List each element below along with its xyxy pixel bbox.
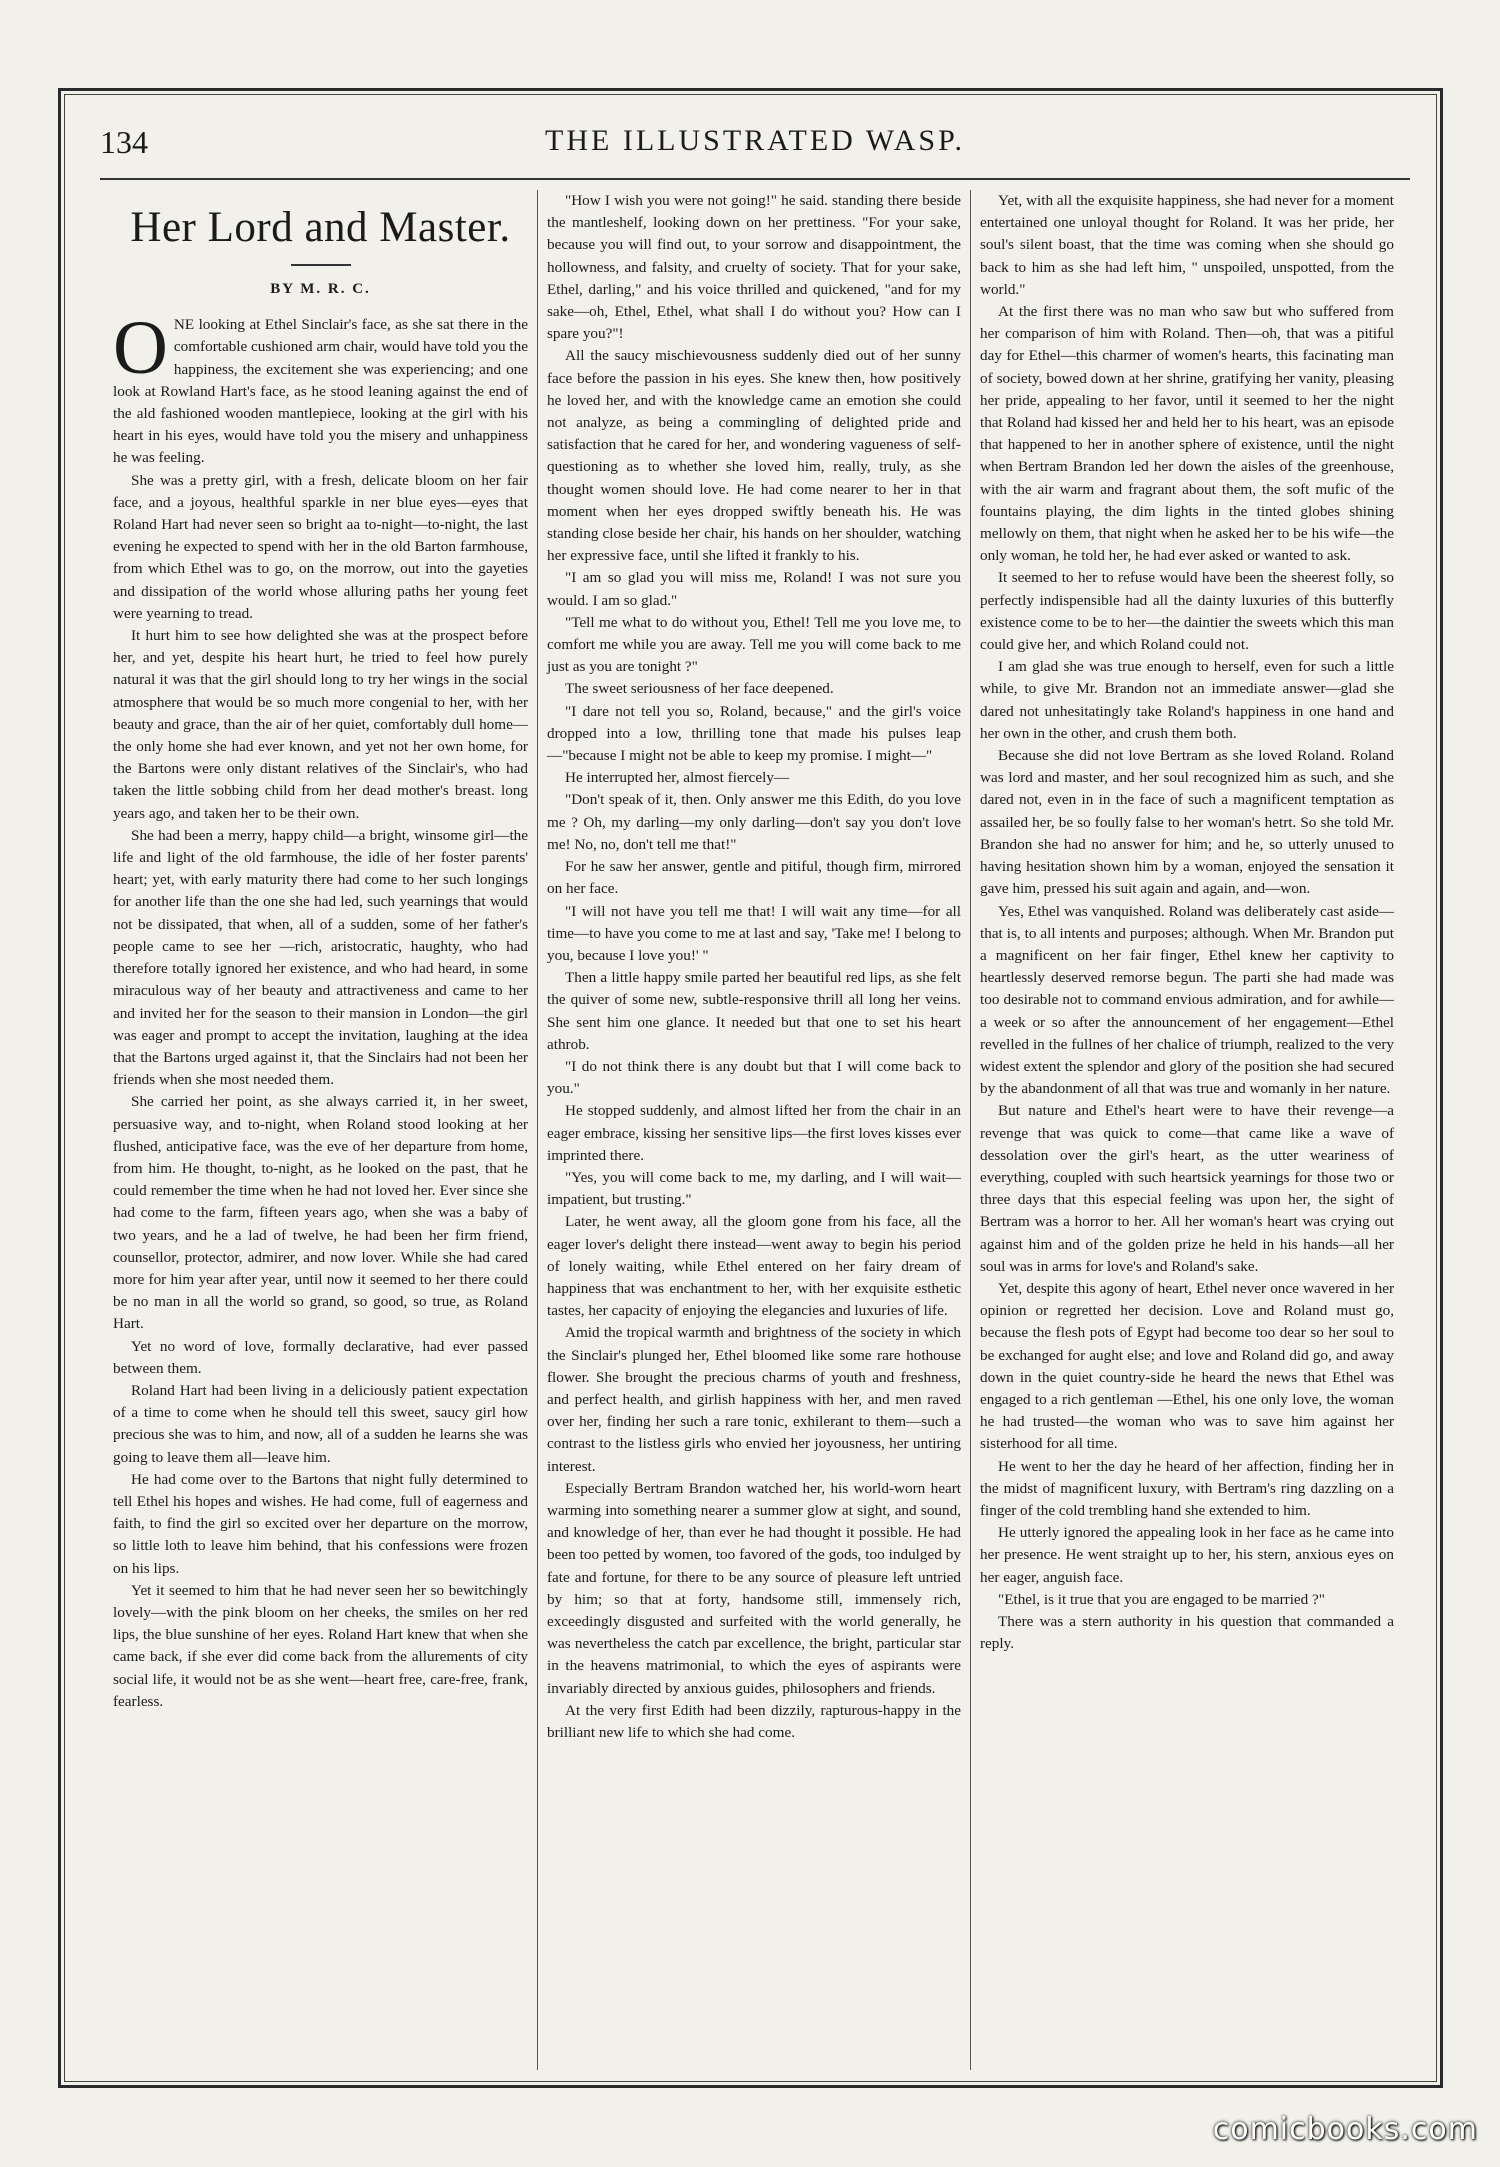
title-divider: [291, 264, 351, 266]
paragraph-text: NE looking at Ethel Sinclair's face, as she sat there in the comfortable cushioned arm chair, would have told you the happiness, the excitement she was experiencing; and one look at Rowland Hart's face, as he stood leaning against the end of the ald fashioned wooden mantlepiece, looking at the girl with his heart in his eyes, would have told you the misery and unhappiness he was feeling.: [113, 316, 528, 467]
byline: BY M. R. C.: [270, 281, 371, 297]
paragraph: Yet, with all the exquisite happiness, she had never for a moment entertained one unloyal thought for Roland. It was her pride, her soul's silent boast, that the time was coming when she should go back to him as she had left him, " unspoiled, unspotted, from the world.": [980, 192, 1394, 298]
paragraph: "Yes, you will come back to me, my darling, and I will wait—impatient, but trusting.": [547, 1168, 961, 1209]
paragraph: She carried her point, as she always carried it, in her sweet, persuasive way, and to-night, when Roland stood looking at her flushed, anticipative face, was the eve of her departure from home, from him. He thought, to-night, as he looked on the past, that he could remember the time when he had not loved her. Ever since she had come to the farm, fifteen years ago, when she was a baby of two years, and he a lad of twelve, he had been her firm friend, counsellor, protector, admirer, and now lover. While she had cared more for him year after year, until now it seemed to her there could be no man in all the world so grand, so good, so true, as Roland Hart.: [113, 1093, 528, 1333]
paragraph: Then a little happy smile parted her beautiful red lips, as she felt the quiver of some new, subtle-responsive thrill all long her veins. She sent him one glance. It needed but that one to set his heart athrob.: [547, 969, 961, 1053]
paragraph: He utterly ignored the appealing look in her face as he came into her presence. He went straight up to her, his stern, anxious eyes on her eager, anguish face.: [980, 1524, 1394, 1586]
page-number: 134: [100, 124, 148, 160]
paragraph: Roland Hart had been living in a deliciously patient expectation of a time to come when he should tell this sweet, saucy girl how precious she was to him, and now, all of a sudden he learns she was going to leave them all—leave him.: [113, 1381, 528, 1466]
column-2: [537, 190, 970, 2070]
paragraph: "Don't speak of it, then. Only answer me this Edith, do you love me ? Oh, my darling—my only darling—don't say you don't love me! No, no, don't tell me that!": [547, 791, 961, 853]
article-columns: [104, 190, 1404, 2070]
drop-cap: O: [113, 306, 168, 391]
paragraph: At the first there was no man who saw but who suffered from her comparison of him with Roland. Then—oh, that was a pitiful day for Ethel—this charmer of women's hearts, this facinating man of society, bowed down at her shrine, gratifying her vanity, pleasing her pride, appealing to her favor, until it seemed to her the night that Roland had kissed her and held her to his heart, was an episode that happened to her in another sphere of existence, until the night when Bertram Brandon led her down the aisles of the greenhouse, with the air warm and fragrant about them, the soft mufic of the fountains playing, the dim lights in the tinted globes shining mellowly on them, that night when he asked her to be his wife—the only woman, he told her, he had ever asked or wanted to ask.: [980, 303, 1394, 565]
column-1-body: [113, 306, 528, 1713]
paragraph: "I dare not tell you so, Roland, because," and the girl's voice dropped into a low, thrilling tone that made his pulses leap—"because I might not be able to keep my promise. I might—": [547, 702, 961, 765]
paragraph: Especially Bertram Brandon watched her, his world-worn heart warming into something nearer a summer glow at sight, and sound, and knowledge of her, than ever he had thought it possible. He had been too petted by women, too favored of the gods, too indulged by fate and fortune, for there to be any source of pleasure left untried by him; so that at forty, handsome still, immensely rich, exceedingly disgusted and surfeited with the world generally, he was nevertheless the catch par excellence, the bright, particular star in the heavens matrimonial, to which the eyes of aspirants were invariably directed by anxious guides, philosophers and friends.: [547, 1479, 961, 1697]
page-header: [100, 118, 1410, 168]
paragraph: There was a stern authority in his question that commanded a reply.: [980, 1613, 1394, 1653]
paragraph: "How I wish you were not going!" he said. standing there beside the mantleshelf, looking down on her prettiness. "For your sake, because you will find out, to your sorrow and disappointment, the hollowness, and falsity, and cruelty of society. That for your sake, Ethel, darling," and his voice thrilled and quickened, "and for my sake—oh, Ethel, Ethel, what shall I do without you? How can I spare you?"!: [547, 192, 961, 343]
paragraph: Yes, Ethel was vanquished. Roland was deliberately cast aside—that is, to all intents and purposes; although. When Mr. Brandon put a magnificent on her fair finger, Ethel knew her captivity to heartlessly deserved remorse begun. The parti she had made was too desirable not to command envious admiration, and for awhile—a week or so after the announcement of her engagement—Ethel revelled in the fullnes of her chalice of triumph, realized to the very widest extent the splendor and glory of the position she had secured by the abandonment of all that was true and womanly in her nature.: [980, 902, 1394, 1098]
article-title: Her Lord and Master.: [130, 204, 511, 251]
paragraph: It hurt him to see how delighted she was at the prospect before her, and yet, despite his heart hurt, he tried to feel how purely natural it was that the girl should long to try her wings in the social atmosphere that would be so much more congenial to her, with her beauty and grace, than the air of her quiet, comfortably dull home—the only home she had ever known, and yet not her own home, for the Bartons were only distant relatives of the Sinclair's, who had taken the little sobbing child from her dead mother's breast. long years ago, and taken her to be their own.: [113, 627, 528, 822]
paragraph: He stopped suddenly, and almost lifted her from the chair in an eager embrace, kissing her sensitive lips—the first loves kisses ever imprinted there.: [547, 1102, 961, 1164]
paragraph: I am glad she was true enough to herself, even for such a little while, to give Mr. Brandon not an immediate answer—glad she dared not unhesitatingly take Roland's happiness in one hand and her own in the other, and crush them both.: [980, 658, 1394, 742]
watermark: comicbooks.com: [1212, 2112, 1478, 2147]
paragraph: "Tell me what to do without you, Ethel! Tell me you love me, to comfort me while you are away. Tell me you will come back to me just as you are tonight ?": [547, 613, 961, 676]
header-rule: [100, 178, 1410, 180]
paragraph: For he saw her answer, gentle and pitiful, though firm, mirrored on her face.: [547, 858, 961, 898]
paragraph: He had come over to the Bartons that night fully determined to tell Ethel his hopes and wishes. He had come, full of eagerness and faith, to find the girl so excited over her departure on the morrow, so little loth to leave him behind, that his confessions were frozen on his lips.: [113, 1470, 528, 1577]
paragraph: All the saucy mischievousness suddenly died out of her sunny face before the passion in his eyes. She knew then, how positively he loved her, and with the knowledge came an emotion she could not analyze, as being a commingling of delighted pride and satisfaction that he cared for her, and wondering vagueness of self-questioning as to whether she loved him, really, truly, as she thought women should love. He had come nearer to her in that moment when her eyes dropped swiftly beneath his. He was standing close beside her chair, his hands on her shoulder, watching her expressive face, until she lifted it frankly to his.: [547, 347, 961, 565]
paragraph: Amid the tropical warmth and brightness of the society in which the Sinclair's plunged her, Ethel bloomed like some rare hothouse flower. She brought the precious charms of youth and freshness, and perfect health, and girlish happiness with her, and men raved over her, finding her such a rare tonic, exhilerant to them—such a contrast to the listless girls who envied her joyousness, her untiring interest.: [547, 1324, 961, 1475]
paragraph: "I do not think there is any doubt but that I will come back to you.": [547, 1057, 961, 1098]
column-1: [104, 190, 537, 2070]
paragraph: He interrupted her, almost fiercely—: [565, 769, 790, 787]
paragraph: The sweet seriousness of her face deepened.: [565, 680, 834, 698]
paragraph: Later, he went away, all the gloom gone from his face, all the eager lover's delight there instead—went away to begin his period of lonely waiting, while Ethel entered on her fairy dream of happiness that was enchantment to her, with her exquisite esthetic tastes, her capacity of enjoying the elegancies and luxuries of life.: [547, 1213, 961, 1320]
paragraph: [113, 306, 528, 469]
paragraph: "I will not have you tell me that! I will wait any time—for all time—to have you come to me at last and say, 'Take me! I belong to you, because I love you!' ": [547, 902, 961, 964]
paragraph: "Ethel, is it true that you are engaged to be married ?": [998, 1590, 1325, 1608]
column-3: [970, 190, 1403, 2070]
paragraph: "I am so glad you will miss me, Roland! I was not sure you would. I am so glad.": [547, 569, 961, 609]
paragraph: It seemed to her to refuse would have been the sheerest folly, so perfectly indispensible had all the dainty luxuries of this butterfly existence come to be to her—the daintier the sweets which this man could give her, and which Roland could not.: [980, 569, 1394, 654]
paragraph: She had been a merry, happy child—a bright, winsome girl—the life and light of the old farmhouse, the idle of her foster parents' heart; yet, with early maturity there had come to her such longings for another life than the one she had led, such yearnings that would not be dissipated, that when, all of a sudden, some of her father's people came to see her —rich, aristocratic, haughty, who had therefore totally ignored her existence, and who had heard, in some miraculous way of her beauty and attractiveness and came to her and invited her for the season to their mansion in London—the girl was eager and prompt to accept the invitation, laughing at the idea that the Bartons urged against it, that the Sinclairs had not been her friends when she most needed them.: [113, 826, 528, 1089]
paragraph: She was a pretty girl, with a fresh, delicate bloom on her fair face, and a joyous, healthful sparkle in ner blue eyes—eyes that Roland Hart had never seen so bright aa to-night—to-night, the last evening he expected to spend with her in the old Barton farmhouse, from which Ethel was to go, on the morrow, out into the gayeties and dissipation of the world whose alluring paths her young feet were yearning to tread.: [113, 471, 528, 622]
paragraph: But nature and Ethel's heart were to have their revenge—a revenge that was quick to come—that came like a wave of dessolation over the girl's heart, as the utter weariness of everything, coupled with such heartsick yearnings for those two or three days that this especial feeling was upon her, the sight of Bertram was a horror to her. All her woman's heart was crying out against him and of the golden prize he held in his hands—all her soul was in arms for love's and Roland's sake.: [980, 1102, 1394, 1275]
paragraph: He went to her the day he heard of her affection, finding her in the midst of magnificent luxury, with Bertram's ring dazzling on a finger of the cold trembling hand she extended to him.: [980, 1457, 1394, 1519]
journal-title: THE ILLUSTRATED WASP.: [545, 124, 965, 157]
paragraph: Yet no word of love, formally declarative, had ever passed between them.: [113, 1337, 528, 1377]
paragraph: Because she did not love Bertram as she loved Roland. Roland was lord and master, and her soul recognized him as such, and she dared not, even in in the face of such a magnificent temptation as assailed her, be so foully false to her woman's hetrt. So she told Mr. Brandon she had no answer for him; and he, so utterly unused to having hesitation shown him by a woman, enjoyed the sensation it gave him, pressed his suit again and again, and—won.: [980, 747, 1394, 898]
paragraph: Yet, despite this agony of heart, Ethel never once wavered in her opinion or regretted her decision. Love and Roland must go, because the flesh pots of Egypt had become too dear so her soul to be exchanged for aught else; and love and Roland did go, and away down in the quiet country-side he heard the news that Ethel was engaged to a rich gentleman —Ethel, his one only love, the woman he had trusted—the woman who was to save him against her sisterhood for all time.: [980, 1279, 1394, 1453]
paragraph: At the very first Edith had been dizzily, rapturous-happy in the brilliant new life to which she had come.: [547, 1701, 961, 1742]
paragraph: Yet it seemed to him that he had never seen her so bewitchingly lovely—with the pink bloom on her cheeks, the smiles on her red lips, the blue sunshine of her eyes. Roland Hart knew that when she came back, if she ever did come back from the allurements of city social life, it would not be as she went—heart free, care-free, frank, fearless.: [113, 1581, 528, 1710]
